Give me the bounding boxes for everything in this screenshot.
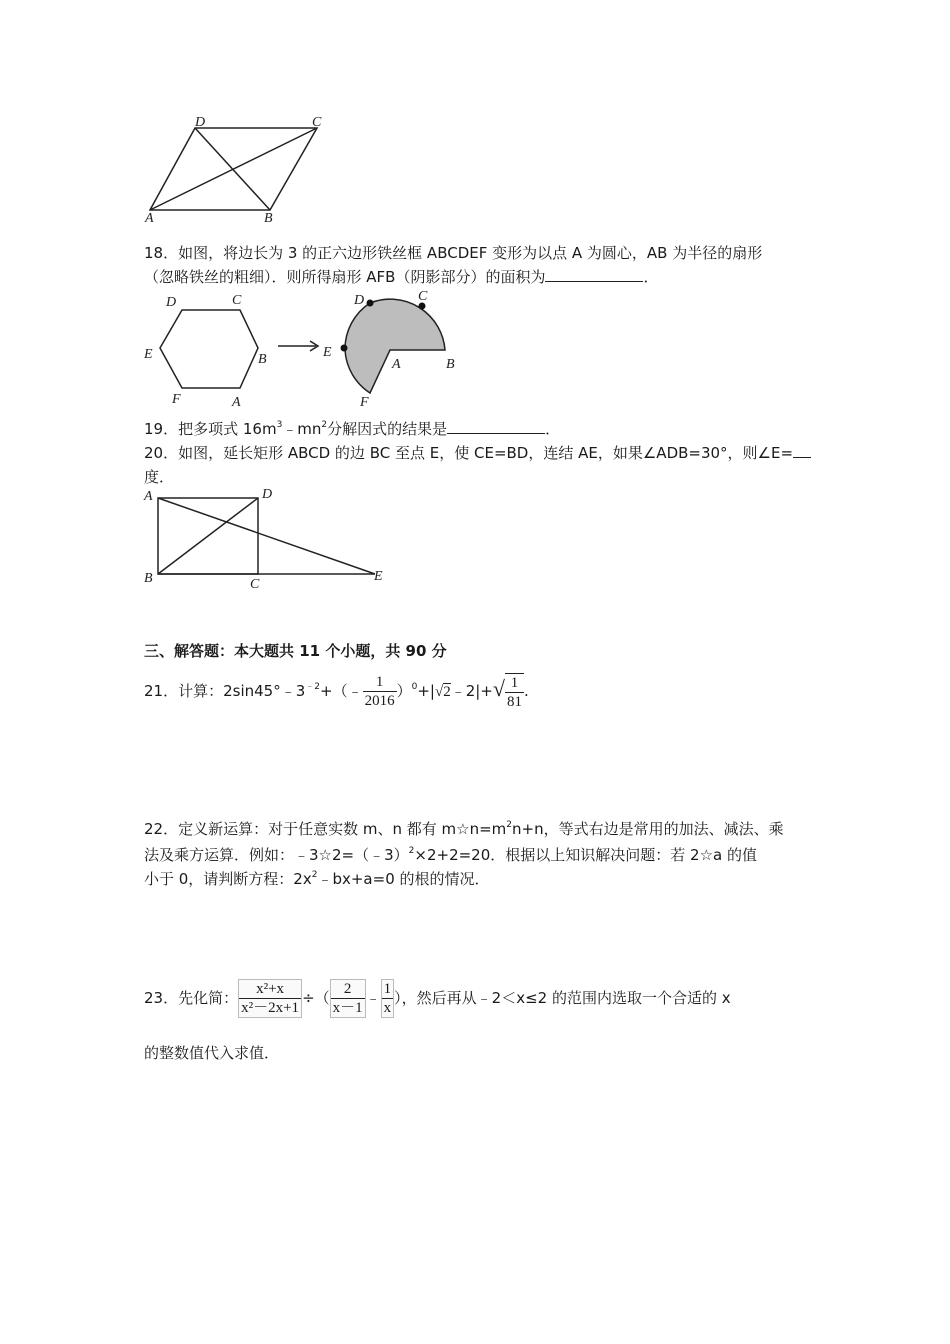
sector-label-c: C bbox=[418, 289, 428, 304]
sector-label-b: B bbox=[446, 357, 455, 372]
q22-line1: 22．定义新运算：对于任意实数 m、n 都有 $m☆n=m^2n+n$，等式右边是常用的加法、减法、乘 bbox=[144, 820, 784, 838]
q22-line2: 法及乘方运算．例如：﹣3☆2=（﹣3）$^2$×2+2=20．根据以上知识解决问题：若 2☆a 的值 bbox=[144, 846, 757, 864]
hex-label-f: F bbox=[172, 392, 181, 407]
q20-line1: 20．如图，延长矩形 ABCD 的边 BC 至点 E，使 CE=BD，连结 AE，如果∠ADB=30°，则∠E= bbox=[144, 442, 811, 464]
section-3-title: 三、解答题：本大题共 11 个小题，共 90 分 bbox=[144, 642, 447, 660]
rect-label-c: C bbox=[250, 577, 260, 591]
sector-label-e: E bbox=[323, 345, 332, 360]
sector-label-d: D bbox=[354, 293, 365, 308]
hex-label-e: E bbox=[144, 347, 153, 362]
q23-line2: 的整数值代入求值． bbox=[144, 1044, 280, 1062]
rect-label-a: A bbox=[144, 489, 153, 504]
hex-label-b: B bbox=[258, 352, 267, 367]
q23-line1: 23．先化简： $\frac{\text{x²+x}}{\text{x²－2x+1}}$ ÷（ $\frac{2}{x-1}$ ﹣ $\frac{1}{x}$ ），然后再从﹣2＜x≤2 的范围内选取一个合适的 x bbox=[144, 981, 731, 1016]
q21: 21．计算：$2\sin 45^\circ﹣3^{﹣2}+(﹣$ $\frac{1}{2016}$ ）$^0$+|√2﹣2|+√ $\frac{1}{81}$ . bbox=[144, 674, 529, 710]
q18-line2: （忽略铁丝的粗细）．则所得扇形 AFB（阴影部分）的面积为 ． bbox=[144, 268, 659, 286]
parallelogram-figure bbox=[140, 110, 330, 225]
label-d: D bbox=[195, 115, 206, 130]
sector-label-a: A bbox=[392, 357, 401, 372]
rectangle-figure bbox=[140, 486, 390, 591]
hex-label-d: D bbox=[166, 295, 177, 310]
point-e bbox=[341, 345, 348, 352]
q18-line1: 18．如图，将边长为 3 的正六边形铁丝框 ABCDEF 变形为以点 A 为圆心，AB 为半径的扇形 bbox=[144, 244, 763, 262]
rect-label-e: E bbox=[374, 569, 383, 584]
sector-label-f: F bbox=[360, 395, 369, 410]
q22-line3: 小于 0，请判断方程：$2x^2﹣bx+a=0$ 的根的情况． bbox=[144, 870, 490, 888]
hex-label-c: C bbox=[232, 293, 242, 308]
hexagon-sector-figure bbox=[140, 288, 460, 410]
rect-label-d: D bbox=[262, 487, 273, 502]
q20-line2: 度． bbox=[144, 468, 175, 486]
hex-label-a: A bbox=[232, 395, 241, 410]
label-c: C bbox=[312, 115, 322, 130]
label-a: A bbox=[145, 211, 154, 225]
q19: 19．把多项式 $16m^3﹣mn^2$分解因式的结果是 ． bbox=[144, 420, 561, 438]
rect-label-b: B bbox=[144, 571, 153, 586]
label-b: B bbox=[264, 211, 273, 225]
point-d bbox=[367, 300, 374, 307]
